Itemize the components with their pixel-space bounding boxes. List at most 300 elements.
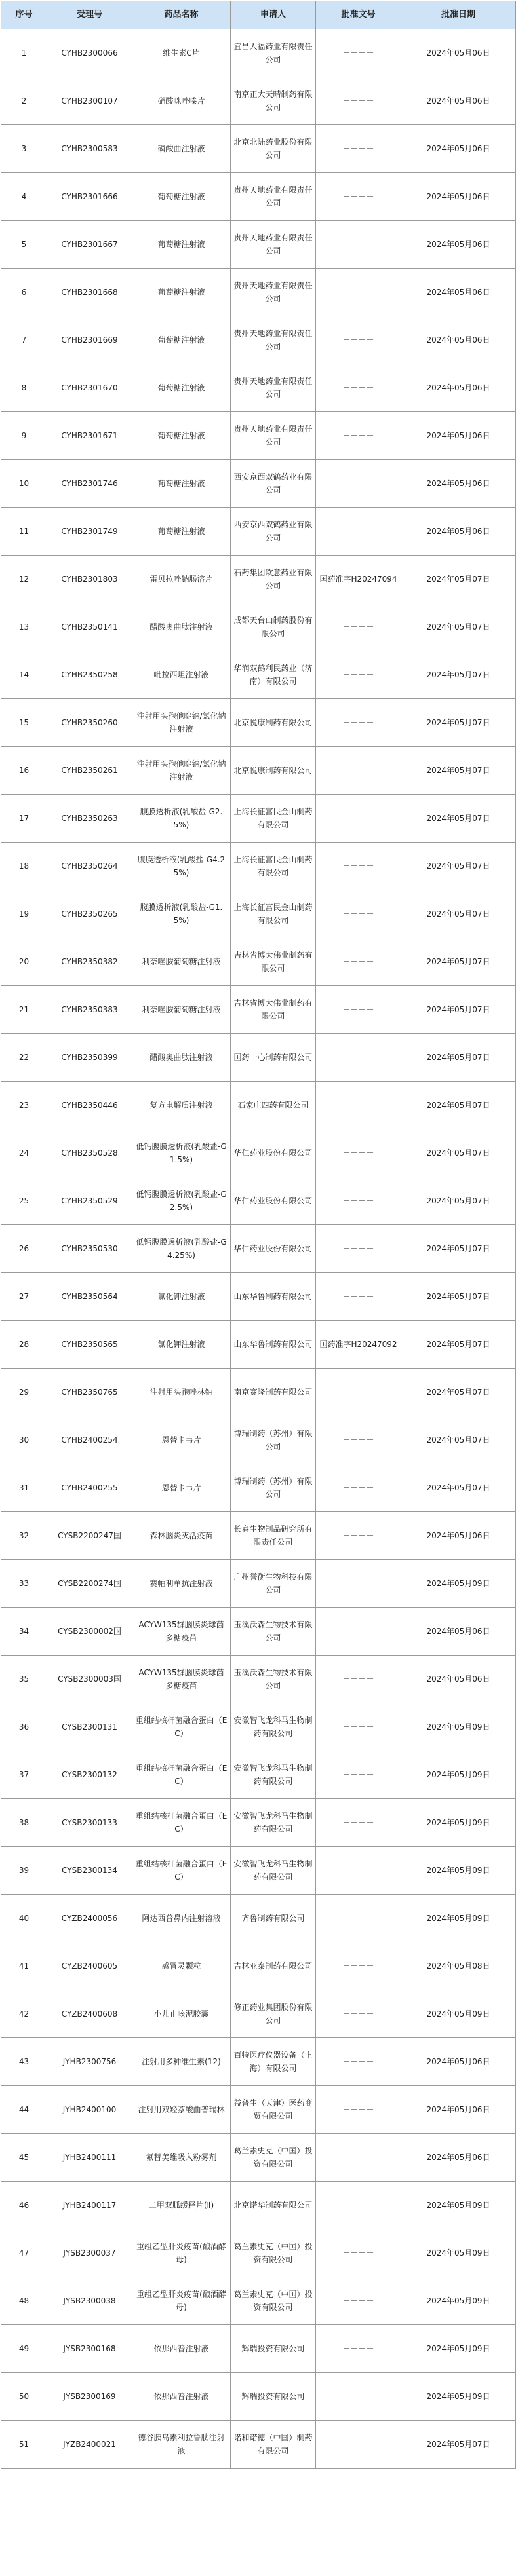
table-row xyxy=(1,2373,516,2421)
approval-no-cell: －－－－ xyxy=(316,1512,401,1560)
accept-no-cell: CYHB2300066 xyxy=(47,29,132,77)
approval-no-cell: －－－－ xyxy=(316,1703,401,1751)
approval-date-cell: 2024年05月08日 xyxy=(401,1942,516,1990)
approval-no-cell: －－－－ xyxy=(316,699,401,747)
row-no-cell: 7 xyxy=(1,316,47,364)
row-no-cell: 44 xyxy=(1,2086,47,2134)
approval-no-cell: －－－－ xyxy=(316,843,401,890)
drug-name-cell: ACYW135群脑膜炎球菌多糖疫苗 xyxy=(132,1656,231,1703)
approval-date-cell: 2024年05月07日 xyxy=(401,1034,516,1082)
header-applicant: 申请人 xyxy=(231,1,316,29)
table-row xyxy=(1,1847,516,1895)
row-no-cell: 24 xyxy=(1,1129,47,1177)
row-no-cell: 25 xyxy=(1,1177,47,1225)
approval-no-cell: －－－－ xyxy=(316,2038,401,2086)
row-no-cell: 35 xyxy=(1,1656,47,1703)
accept-no-cell: JYHB2400100 xyxy=(47,2086,132,2134)
approval-no-cell: 国药准字H20247094 xyxy=(316,556,401,603)
approval-date-cell: 2024年05月09日 xyxy=(401,1895,516,1942)
accept-no-cell: CYHB2350564 xyxy=(47,1273,132,1321)
approval-date-cell: 2024年05月06日 xyxy=(401,173,516,221)
applicant-cell: 山东华鲁制药有限公司 xyxy=(231,1273,316,1321)
drug-name-cell: 吡拉西坦注射液 xyxy=(132,651,231,699)
approval-date-cell: 2024年05月07日 xyxy=(401,1273,516,1321)
table-row xyxy=(1,364,516,412)
accept-no-cell: CYHB2400255 xyxy=(47,1464,132,1512)
drug-name-cell: 醋酸奥曲肽注射液 xyxy=(132,1034,231,1082)
row-no-cell: 41 xyxy=(1,1942,47,1990)
approval-no-cell: －－－－ xyxy=(316,1273,401,1321)
drug-name-cell: 森林脑炎灭活疫苗 xyxy=(132,1512,231,1560)
approval-no-cell: －－－－ xyxy=(316,1225,401,1273)
approval-no-cell: －－－－ xyxy=(316,1895,401,1942)
approval-date-cell: 2024年05月09日 xyxy=(401,1990,516,2038)
drug-name-cell: 利奈唑胺葡萄糖注射液 xyxy=(132,986,231,1034)
accept-no-cell: CYZB2400605 xyxy=(47,1942,132,1990)
applicant-cell: 华仁药业股份有限公司 xyxy=(231,1177,316,1225)
approval-date-cell: 2024年05月07日 xyxy=(401,1416,516,1464)
table-row xyxy=(1,1416,516,1464)
applicant-cell: 南京正大天晴制药有限公司 xyxy=(231,77,316,125)
table-row xyxy=(1,1177,516,1225)
approval-date-cell: 2024年05月07日 xyxy=(401,651,516,699)
applicant-cell: 北京诺华制药有限公司 xyxy=(231,2182,316,2229)
approval-date-cell: 2024年05月07日 xyxy=(401,1082,516,1129)
approval-date-cell: 2024年05月07日 xyxy=(401,2421,516,2469)
approval-no-cell: －－－－ xyxy=(316,1464,401,1512)
accept-no-cell: CYHB2350263 xyxy=(47,795,132,843)
header-approval-no: 批准文号 xyxy=(316,1,401,29)
table-row xyxy=(1,1895,516,1942)
accept-no-cell: CYHB2350399 xyxy=(47,1034,132,1082)
accept-no-cell: CYHB2350264 xyxy=(47,843,132,890)
row-no-cell: 43 xyxy=(1,2038,47,2086)
approval-date-cell: 2024年05月09日 xyxy=(401,1703,516,1751)
applicant-cell: 华润双鹤利民药业（济南）有限公司 xyxy=(231,651,316,699)
applicant-cell: 长春生物制品研究所有限责任公司 xyxy=(231,1512,316,1560)
approval-no-cell: －－－－ xyxy=(316,1942,401,1990)
applicant-cell: 博瑞制药（苏州）有限公司 xyxy=(231,1464,316,1512)
approval-date-cell: 2024年05月06日 xyxy=(401,77,516,125)
table-row xyxy=(1,125,516,173)
table-row xyxy=(1,2229,516,2277)
table-row xyxy=(1,2086,516,2134)
table-row xyxy=(1,890,516,938)
accept-no-cell: CYHB2301749 xyxy=(47,508,132,556)
drug-name-cell: 腹膜透析液(乳酸盐-G4.25%) xyxy=(132,843,231,890)
drug-name-cell: 恩替卡韦片 xyxy=(132,1464,231,1512)
row-no-cell: 37 xyxy=(1,1751,47,1799)
approval-date-cell: 2024年05月07日 xyxy=(401,1129,516,1177)
table-row xyxy=(1,2325,516,2373)
approval-date-cell: 2024年05月07日 xyxy=(401,1369,516,1416)
accept-no-cell: CYHB2350529 xyxy=(47,1177,132,1225)
accept-no-cell: CYSB2300002国 xyxy=(47,1608,132,1656)
accept-no-cell: JYZB2400021 xyxy=(47,2421,132,2469)
applicant-cell: 成都天台山制药股份有限公司 xyxy=(231,603,316,651)
accept-no-cell: CYSB2300132 xyxy=(47,1751,132,1799)
approval-date-cell: 2024年05月09日 xyxy=(401,2325,516,2373)
drug-name-cell: 重组乙型肝炎疫苗(酿酒酵母) xyxy=(132,2277,231,2325)
table-row xyxy=(1,986,516,1034)
accept-no-cell: JYHB2400117 xyxy=(47,2182,132,2229)
drug-name-cell: 注射用双羟萘酸曲普瑞林 xyxy=(132,2086,231,2134)
header-drug-name: 药品名称 xyxy=(132,1,231,29)
row-no-cell: 14 xyxy=(1,651,47,699)
approval-date-cell: 2024年05月06日 xyxy=(401,2038,516,2086)
approval-no-cell: －－－－ xyxy=(316,2421,401,2469)
approval-no-cell: －－－－ xyxy=(316,2325,401,2373)
accept-no-cell: CYHB2350141 xyxy=(47,603,132,651)
approval-no-cell: －－－－ xyxy=(316,1369,401,1416)
accept-no-cell: CYZB2400056 xyxy=(47,1895,132,1942)
accept-no-cell: JYSB2300169 xyxy=(47,2373,132,2421)
drug-name-cell: 氟替美维吸入粉雾剂 xyxy=(132,2134,231,2182)
approval-no-cell: 国药准字H20247092 xyxy=(316,1321,401,1369)
row-no-cell: 10 xyxy=(1,460,47,508)
accept-no-cell: CYHB2301671 xyxy=(47,412,132,460)
table-row xyxy=(1,651,516,699)
approval-no-cell: －－－－ xyxy=(316,1656,401,1703)
drug-name-cell: 雷贝拉唑钠肠溶片 xyxy=(132,556,231,603)
approval-date-cell: 2024年05月07日 xyxy=(401,699,516,747)
approval-date-cell: 2024年05月06日 xyxy=(401,221,516,269)
table-row xyxy=(1,508,516,556)
row-no-cell: 15 xyxy=(1,699,47,747)
table-row xyxy=(1,747,516,795)
applicant-cell: 安徽智飞龙科马生物制药有限公司 xyxy=(231,1703,316,1751)
drug-name-cell: 赛帕利单抗注射液 xyxy=(132,1560,231,1608)
approval-date-cell: 2024年05月07日 xyxy=(401,556,516,603)
applicant-cell: 诺和诺德（中国）制药有限公司 xyxy=(231,2421,316,2469)
drug-name-cell: 注射用头孢他啶钠/氯化钠注射液 xyxy=(132,699,231,747)
approval-date-cell: 2024年05月09日 xyxy=(401,1560,516,1608)
table-row xyxy=(1,1034,516,1082)
row-no-cell: 46 xyxy=(1,2182,47,2229)
table-row xyxy=(1,603,516,651)
table-body xyxy=(1,29,516,2469)
approval-date-cell: 2024年05月07日 xyxy=(401,843,516,890)
row-no-cell: 9 xyxy=(1,412,47,460)
approval-no-cell: －－－－ xyxy=(316,938,401,986)
row-no-cell: 45 xyxy=(1,2134,47,2182)
accept-no-cell: CYSB2300133 xyxy=(47,1799,132,1847)
applicant-cell: 西安京西双鹤药业有限公司 xyxy=(231,508,316,556)
applicant-cell: 益普生（天津）医药商贸有限公司 xyxy=(231,2086,316,2134)
applicant-cell: 葛兰素史克（中国）投资有限公司 xyxy=(231,2229,316,2277)
accept-no-cell: CYHB2350265 xyxy=(47,890,132,938)
table-row xyxy=(1,173,516,221)
table-row xyxy=(1,1464,516,1512)
table-row xyxy=(1,2038,516,2086)
approval-no-cell: －－－－ xyxy=(316,1751,401,1799)
row-no-cell: 4 xyxy=(1,173,47,221)
drug-name-cell: 复方电解质注射液 xyxy=(132,1082,231,1129)
row-no-cell: 20 xyxy=(1,938,47,986)
approval-no-cell: －－－－ xyxy=(316,364,401,412)
approval-no-cell: －－－－ xyxy=(316,1799,401,1847)
accept-no-cell: CYSB2200247国 xyxy=(47,1512,132,1560)
table-row xyxy=(1,1512,516,1560)
table-row xyxy=(1,1082,516,1129)
drug-name-cell: 注射用多种维生素(12) xyxy=(132,2038,231,2086)
approval-no-cell: －－－－ xyxy=(316,1416,401,1464)
accept-no-cell: CYHB2301670 xyxy=(47,364,132,412)
applicant-cell: 安徽智飞龙科马生物制药有限公司 xyxy=(231,1751,316,1799)
approval-date-cell: 2024年05月06日 xyxy=(401,1656,516,1703)
approval-date-cell: 2024年05月07日 xyxy=(401,986,516,1034)
header-row xyxy=(1,1,516,29)
approval-date-cell: 2024年05月06日 xyxy=(401,125,516,173)
approval-no-cell: －－－－ xyxy=(316,2229,401,2277)
approval-no-cell: －－－－ xyxy=(316,1560,401,1608)
approval-date-cell: 2024年05月07日 xyxy=(401,938,516,986)
row-no-cell: 26 xyxy=(1,1225,47,1273)
approval-date-cell: 2024年05月06日 xyxy=(401,1608,516,1656)
drug-name-cell: 依那西普注射液 xyxy=(132,2373,231,2421)
applicant-cell: 石家庄四药有限公司 xyxy=(231,1082,316,1129)
row-no-cell: 23 xyxy=(1,1082,47,1129)
applicant-cell: 齐鲁制药有限公司 xyxy=(231,1895,316,1942)
header-approval-date: 批准日期 xyxy=(401,1,516,29)
row-no-cell: 11 xyxy=(1,508,47,556)
accept-no-cell: JYSB2300168 xyxy=(47,2325,132,2373)
approval-no-cell: －－－－ xyxy=(316,2373,401,2421)
accept-no-cell: CYSB2300131 xyxy=(47,1703,132,1751)
row-no-cell: 27 xyxy=(1,1273,47,1321)
row-no-cell: 48 xyxy=(1,2277,47,2325)
accept-no-cell: CYHB2301669 xyxy=(47,316,132,364)
approval-no-cell: －－－－ xyxy=(316,2277,401,2325)
drug-name-cell: 重组乙型肝炎疫苗(酿酒酵母) xyxy=(132,2229,231,2277)
drug-name-cell: 感冒灵颗粒 xyxy=(132,1942,231,1990)
approval-no-cell: －－－－ xyxy=(316,29,401,77)
row-no-cell: 39 xyxy=(1,1847,47,1895)
approval-date-cell: 2024年05月09日 xyxy=(401,2229,516,2277)
table-row xyxy=(1,460,516,508)
approval-no-cell: －－－－ xyxy=(316,651,401,699)
approval-date-cell: 2024年05月06日 xyxy=(401,508,516,556)
approval-no-cell: －－－－ xyxy=(316,1082,401,1129)
table-row xyxy=(1,1560,516,1608)
applicant-cell: 贵州天地药业有限责任公司 xyxy=(231,316,316,364)
approval-date-cell: 2024年05月06日 xyxy=(401,1512,516,1560)
drug-name-cell: 氯化钾注射液 xyxy=(132,1273,231,1321)
applicant-cell: 广州誉衡生物科技有限公司 xyxy=(231,1560,316,1608)
accept-no-cell: CYZB2400608 xyxy=(47,1990,132,2038)
approval-date-cell: 2024年05月07日 xyxy=(401,795,516,843)
row-no-cell: 36 xyxy=(1,1703,47,1751)
approval-no-cell: －－－－ xyxy=(316,1608,401,1656)
approval-date-cell: 2024年05月06日 xyxy=(401,412,516,460)
approval-no-cell: －－－－ xyxy=(316,1847,401,1895)
table-row xyxy=(1,1751,516,1799)
accept-no-cell: CYHB2350383 xyxy=(47,986,132,1034)
applicant-cell: 安徽智飞龙科马生物制药有限公司 xyxy=(231,1847,316,1895)
table-row xyxy=(1,269,516,316)
row-no-cell: 28 xyxy=(1,1321,47,1369)
table-row xyxy=(1,1321,516,1369)
row-no-cell: 31 xyxy=(1,1464,47,1512)
accept-no-cell: JYSB2300038 xyxy=(47,2277,132,2325)
approval-no-cell: －－－－ xyxy=(316,1990,401,2038)
approval-date-cell: 2024年05月09日 xyxy=(401,1799,516,1847)
applicant-cell: 北京悦康制药有限公司 xyxy=(231,699,316,747)
accept-no-cell: CYHB2350382 xyxy=(47,938,132,986)
header-accept-no: 受理号 xyxy=(47,1,132,29)
accept-no-cell: CYHB2350528 xyxy=(47,1129,132,1177)
accept-no-cell: CYHB2350565 xyxy=(47,1321,132,1369)
approval-no-cell: －－－－ xyxy=(316,2182,401,2229)
applicant-cell: 上海长征富民金山制药有限公司 xyxy=(231,890,316,938)
approval-date-cell: 2024年05月06日 xyxy=(401,2086,516,2134)
drug-name-cell: 小儿止咳泥胶囊 xyxy=(132,1990,231,2038)
approval-date-cell: 2024年05月07日 xyxy=(401,1225,516,1273)
applicant-cell: 贵州天地药业有限责任公司 xyxy=(231,269,316,316)
applicant-cell: 贵州天地药业有限责任公司 xyxy=(231,364,316,412)
table-row xyxy=(1,1273,516,1321)
table-row xyxy=(1,795,516,843)
applicant-cell: 葛兰素史克（中国）投资有限公司 xyxy=(231,2277,316,2325)
approval-no-cell: －－－－ xyxy=(316,125,401,173)
drug-name-cell: 低钙腹膜透析液(乳酸盐-G1.5%) xyxy=(132,1129,231,1177)
drug-name-cell: 腹膜透析液(乳酸盐-G1.5%) xyxy=(132,890,231,938)
drug-name-cell: 利奈唑胺葡萄糖注射液 xyxy=(132,938,231,986)
approval-date-cell: 2024年05月07日 xyxy=(401,890,516,938)
row-no-cell: 6 xyxy=(1,269,47,316)
drug-name-cell: 德谷胰岛素利拉鲁肽注射液 xyxy=(132,2421,231,2469)
table-row xyxy=(1,2421,516,2469)
approval-date-cell: 2024年05月09日 xyxy=(401,2277,516,2325)
row-no-cell: 22 xyxy=(1,1034,47,1082)
row-no-cell: 8 xyxy=(1,364,47,412)
row-no-cell: 50 xyxy=(1,2373,47,2421)
approval-date-cell: 2024年05月07日 xyxy=(401,1464,516,1512)
row-no-cell: 51 xyxy=(1,2421,47,2469)
drug-name-cell: 葡萄糖注射液 xyxy=(132,316,231,364)
applicant-cell: 吉林亚泰制药有限公司 xyxy=(231,1942,316,1990)
drug-name-cell: 重组结核杆菌融合蛋白（EC） xyxy=(132,1751,231,1799)
approval-date-cell: 2024年05月07日 xyxy=(401,1177,516,1225)
approval-no-cell: －－－－ xyxy=(316,2134,401,2182)
table-row xyxy=(1,1990,516,2038)
drug-name-cell: 低钙腹膜透析液(乳酸盐-G2.5%) xyxy=(132,1177,231,1225)
table-row xyxy=(1,77,516,125)
applicant-cell: 上海长征富民金山制药有限公司 xyxy=(231,843,316,890)
applicant-cell: 辉瑞投资有限公司 xyxy=(231,2325,316,2373)
row-no-cell: 47 xyxy=(1,2229,47,2277)
approval-date-cell: 2024年05月06日 xyxy=(401,269,516,316)
drug-name-cell: 重组结核杆菌融合蛋白（EC） xyxy=(132,1799,231,1847)
table-row xyxy=(1,1799,516,1847)
row-no-cell: 2 xyxy=(1,77,47,125)
drug-name-cell: 葡萄糖注射液 xyxy=(132,460,231,508)
table-row xyxy=(1,843,516,890)
row-no-cell: 34 xyxy=(1,1608,47,1656)
table-row xyxy=(1,2182,516,2229)
approval-no-cell: －－－－ xyxy=(316,412,401,460)
drug-name-cell: ACYW135群脑膜炎球菌多糖疫苗 xyxy=(132,1608,231,1656)
accept-no-cell: CYSB2300003国 xyxy=(47,1656,132,1703)
table-row xyxy=(1,1608,516,1656)
approval-no-cell: －－－－ xyxy=(316,747,401,795)
applicant-cell: 北京悦康制药有限公司 xyxy=(231,747,316,795)
approval-no-cell: －－－－ xyxy=(316,1177,401,1225)
approval-no-cell: －－－－ xyxy=(316,269,401,316)
applicant-cell: 修正药业集团股份有限公司 xyxy=(231,1990,316,2038)
applicant-cell: 石药集团欧意药业有限公司 xyxy=(231,556,316,603)
applicant-cell: 贵州天地药业有限责任公司 xyxy=(231,221,316,269)
row-no-cell: 32 xyxy=(1,1512,47,1560)
applicant-cell: 玉溪沃森生物技术有限公司 xyxy=(231,1656,316,1703)
approval-date-cell: 2024年05月09日 xyxy=(401,2373,516,2421)
drug-name-cell: 葡萄糖注射液 xyxy=(132,269,231,316)
drug-name-cell: 重组结核杆菌融合蛋白（EC） xyxy=(132,1847,231,1895)
approval-date-cell: 2024年05月07日 xyxy=(401,1321,516,1369)
applicant-cell: 葛兰素史克（中国）投资有限公司 xyxy=(231,2134,316,2182)
applicant-cell: 贵州天地药业有限责任公司 xyxy=(231,412,316,460)
row-no-cell: 5 xyxy=(1,221,47,269)
drug-name-cell: 低钙腹膜透析液(乳酸盐-G4.25%) xyxy=(132,1225,231,1273)
accept-no-cell: CYHB2350261 xyxy=(47,747,132,795)
applicant-cell: 南京赛隆制药有限公司 xyxy=(231,1369,316,1416)
table-row xyxy=(1,1225,516,1273)
row-no-cell: 19 xyxy=(1,890,47,938)
accept-no-cell: JYSB2300037 xyxy=(47,2229,132,2277)
table-row xyxy=(1,221,516,269)
applicant-cell: 上海长征富民金山制药有限公司 xyxy=(231,795,316,843)
applicant-cell: 华仁药业股份有限公司 xyxy=(231,1225,316,1273)
applicant-cell: 华仁药业股份有限公司 xyxy=(231,1129,316,1177)
approval-date-cell: 2024年05月06日 xyxy=(401,460,516,508)
accept-no-cell: CYHB2400254 xyxy=(47,1416,132,1464)
drug-name-cell: 恩替卡韦片 xyxy=(132,1416,231,1464)
accept-no-cell: CYHB2301668 xyxy=(47,269,132,316)
drug-name-cell: 注射用头孢唑林钠 xyxy=(132,1369,231,1416)
drug-name-cell: 磷酸曲注射液 xyxy=(132,125,231,173)
table-row xyxy=(1,316,516,364)
accept-no-cell: CYSB2300134 xyxy=(47,1847,132,1895)
drug-name-cell: 阿达西普鼻内注射溶液 xyxy=(132,1895,231,1942)
accept-no-cell: CYHB2300107 xyxy=(47,77,132,125)
accept-no-cell: CYHB2350260 xyxy=(47,699,132,747)
applicant-cell: 山东华鲁制药有限公司 xyxy=(231,1321,316,1369)
row-no-cell: 30 xyxy=(1,1416,47,1464)
applicant-cell: 百特医疗仪器设备（上海）有限公司 xyxy=(231,2038,316,2086)
table-row xyxy=(1,1656,516,1703)
accept-no-cell: JYHB2300756 xyxy=(47,2038,132,2086)
table-row xyxy=(1,699,516,747)
approval-no-cell: －－－－ xyxy=(316,986,401,1034)
accept-no-cell: CYHB2350530 xyxy=(47,1225,132,1273)
accept-no-cell: CYHB2301803 xyxy=(47,556,132,603)
approval-no-cell: －－－－ xyxy=(316,795,401,843)
drug-name-cell: 氯化钾注射液 xyxy=(132,1321,231,1369)
accept-no-cell: JYHB2400111 xyxy=(47,2134,132,2182)
accept-no-cell: CYHB2301666 xyxy=(47,173,132,221)
row-no-cell: 40 xyxy=(1,1895,47,1942)
row-no-cell: 12 xyxy=(1,556,47,603)
approval-date-cell: 2024年05月07日 xyxy=(401,747,516,795)
approval-date-cell: 2024年05月09日 xyxy=(401,2182,516,2229)
applicant-cell: 吉林省博大伟业制药有限公司 xyxy=(231,938,316,986)
table-row xyxy=(1,29,516,77)
drug-name-cell: 醋酸奥曲肽注射液 xyxy=(132,603,231,651)
drug-name-cell: 注射用头孢他啶钠/氯化钠注射液 xyxy=(132,747,231,795)
drug-name-cell: 维生素C片 xyxy=(132,29,231,77)
approval-no-cell: －－－－ xyxy=(316,1129,401,1177)
approval-date-cell: 2024年05月07日 xyxy=(401,603,516,651)
